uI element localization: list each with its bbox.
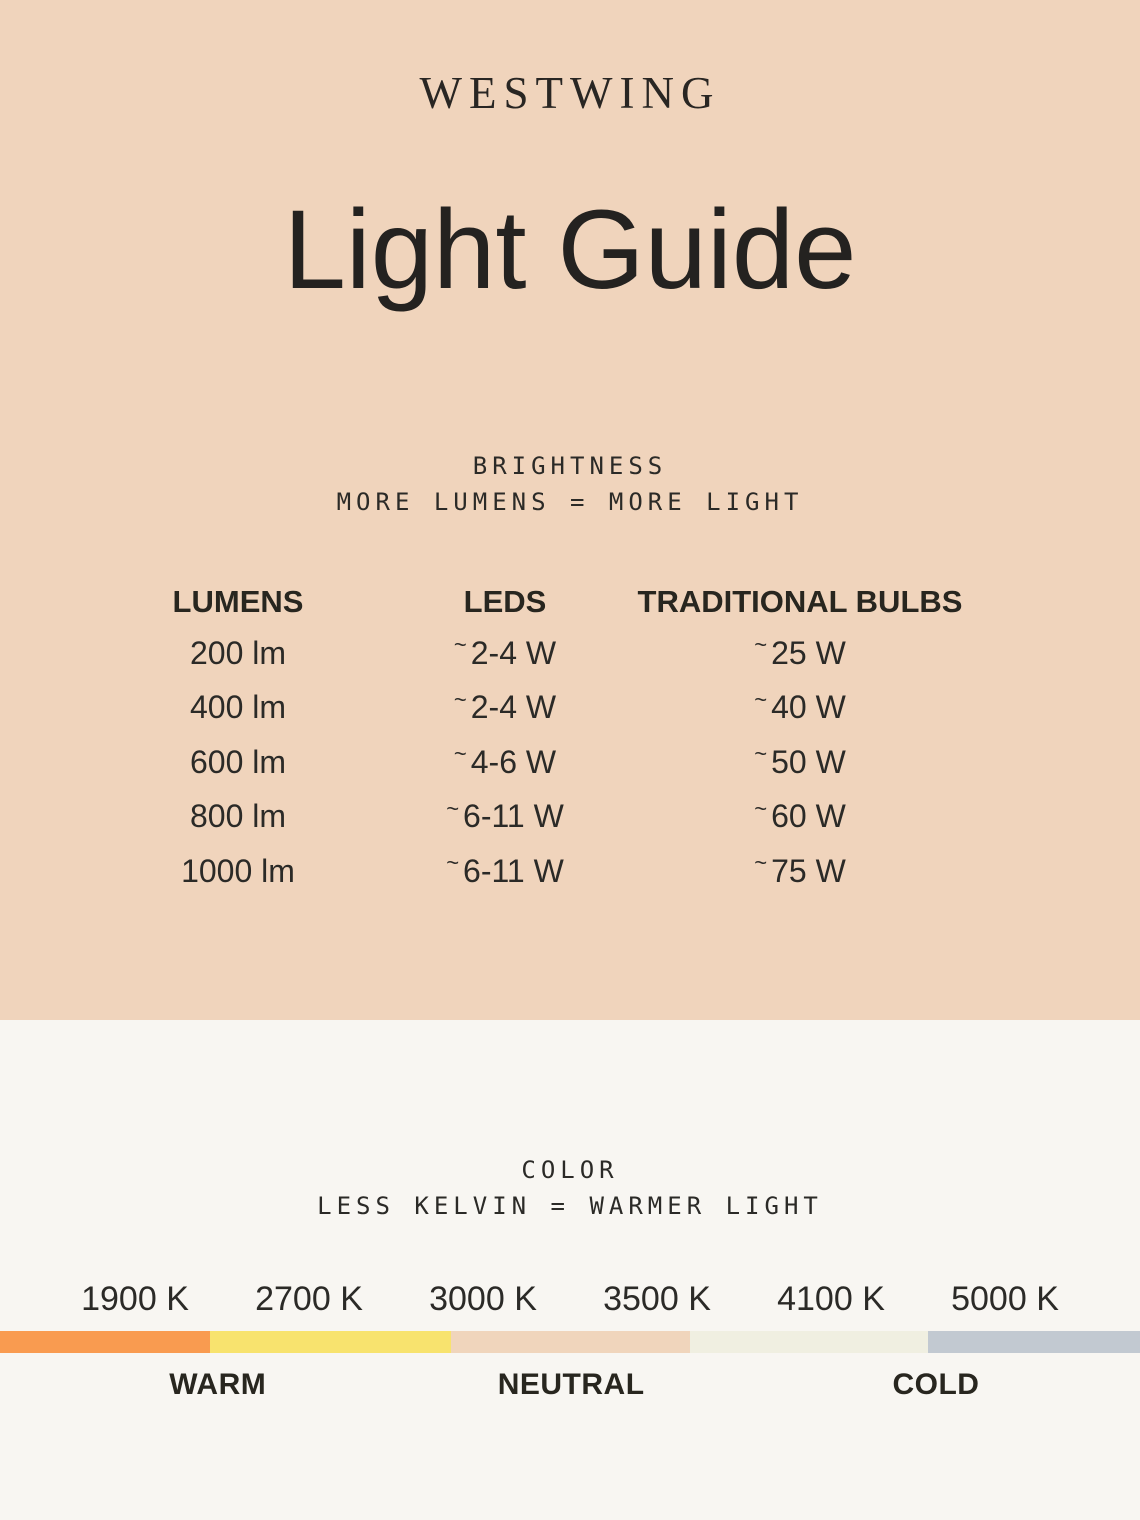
approx-symbol: ~ xyxy=(754,632,768,658)
temperature-labels-row xyxy=(0,1366,1140,1406)
scale-segment-cold-blue xyxy=(928,1331,1140,1353)
bulbs-value: 50 W xyxy=(771,743,846,780)
kelvin-label: 4100 K xyxy=(777,1280,885,1318)
kelvin-labels-row xyxy=(48,1280,1092,1318)
bulbs-value: 40 W xyxy=(771,689,846,726)
scale-segment-warm-orange xyxy=(0,1331,210,1353)
table-cell-bulbs xyxy=(622,735,978,790)
table-cell-leds xyxy=(388,844,622,899)
leds-value: 2-4 W xyxy=(470,689,557,726)
brand-logo: WESTWING xyxy=(419,68,721,118)
approx-symbol: ~ xyxy=(453,686,467,712)
leds-value: 4-6 W xyxy=(470,743,557,780)
scale-segment-neutral-cream xyxy=(690,1331,928,1353)
approx-symbol: ~ xyxy=(446,795,460,821)
color-temperature-section xyxy=(0,1020,1140,1520)
brightness-heading-block xyxy=(0,448,1140,520)
brightness-heading: BRIGHTNESS xyxy=(472,452,668,480)
brightness-subheading: MORE LUMENS = MORE LIGHT xyxy=(336,488,804,516)
table-cell-bulbs xyxy=(622,790,978,845)
kelvin-label: 2700 K xyxy=(255,1280,363,1318)
column-header-lumens: LUMENS xyxy=(172,584,304,619)
leds-value: 6-11 W xyxy=(463,852,564,889)
approx-symbol: ~ xyxy=(446,850,460,876)
scale-segment-neutral-peach xyxy=(451,1331,689,1353)
scale-segment-warm-yellow xyxy=(210,1331,452,1353)
approx-symbol: ~ xyxy=(754,850,768,876)
leds-value: 6-11 W xyxy=(463,798,564,835)
table-cell-lumens: 1000 lm xyxy=(181,852,295,889)
approx-symbol: ~ xyxy=(453,741,467,767)
table-cell-lumens: 200 lm xyxy=(189,634,287,671)
color-subheading: LESS KELVIN = WARMER LIGHT xyxy=(317,1192,823,1220)
temperature-label-neutral: NEUTRAL xyxy=(497,1368,645,1401)
color-heading: COLOR xyxy=(521,1156,619,1184)
table-cell-leds xyxy=(388,681,622,736)
table-cell-bulbs xyxy=(622,844,978,899)
approx-symbol: ~ xyxy=(754,741,768,767)
temperature-label-cold: COLD xyxy=(892,1368,980,1401)
table-cell-lumens: 800 lm xyxy=(189,798,287,835)
color-temperature-scale-bar xyxy=(0,1331,1140,1353)
kelvin-label: 3500 K xyxy=(603,1280,711,1318)
approx-symbol: ~ xyxy=(754,686,768,712)
approx-symbol: ~ xyxy=(754,795,768,821)
page-title: Light Guide xyxy=(283,187,857,312)
temperature-label-warm: WARM xyxy=(169,1368,267,1401)
approx-symbol: ~ xyxy=(453,632,467,658)
lumens-table xyxy=(88,578,978,899)
table-cell-lumens: 600 lm xyxy=(189,743,287,780)
column-header-leds: LEDS xyxy=(463,584,547,619)
bulbs-value: 60 W xyxy=(771,798,846,835)
table-cell-leds xyxy=(388,626,622,681)
color-heading-block xyxy=(0,1152,1140,1224)
table-cell-lumens: 400 lm xyxy=(189,689,287,726)
table-cell-leds xyxy=(388,735,622,790)
table-cell-bulbs xyxy=(622,681,978,736)
kelvin-label: 5000 K xyxy=(951,1280,1059,1318)
kelvin-label: 1900 K xyxy=(81,1280,189,1318)
bulbs-value: 75 W xyxy=(771,852,846,889)
column-header-traditional-bulbs: TRADITIONAL BULBS xyxy=(637,584,963,619)
table-cell-leds xyxy=(388,790,622,845)
bulbs-value: 25 W xyxy=(771,634,846,671)
table-cell-bulbs xyxy=(622,626,978,681)
leds-value: 2-4 W xyxy=(470,634,557,671)
kelvin-label: 3000 K xyxy=(429,1280,537,1318)
